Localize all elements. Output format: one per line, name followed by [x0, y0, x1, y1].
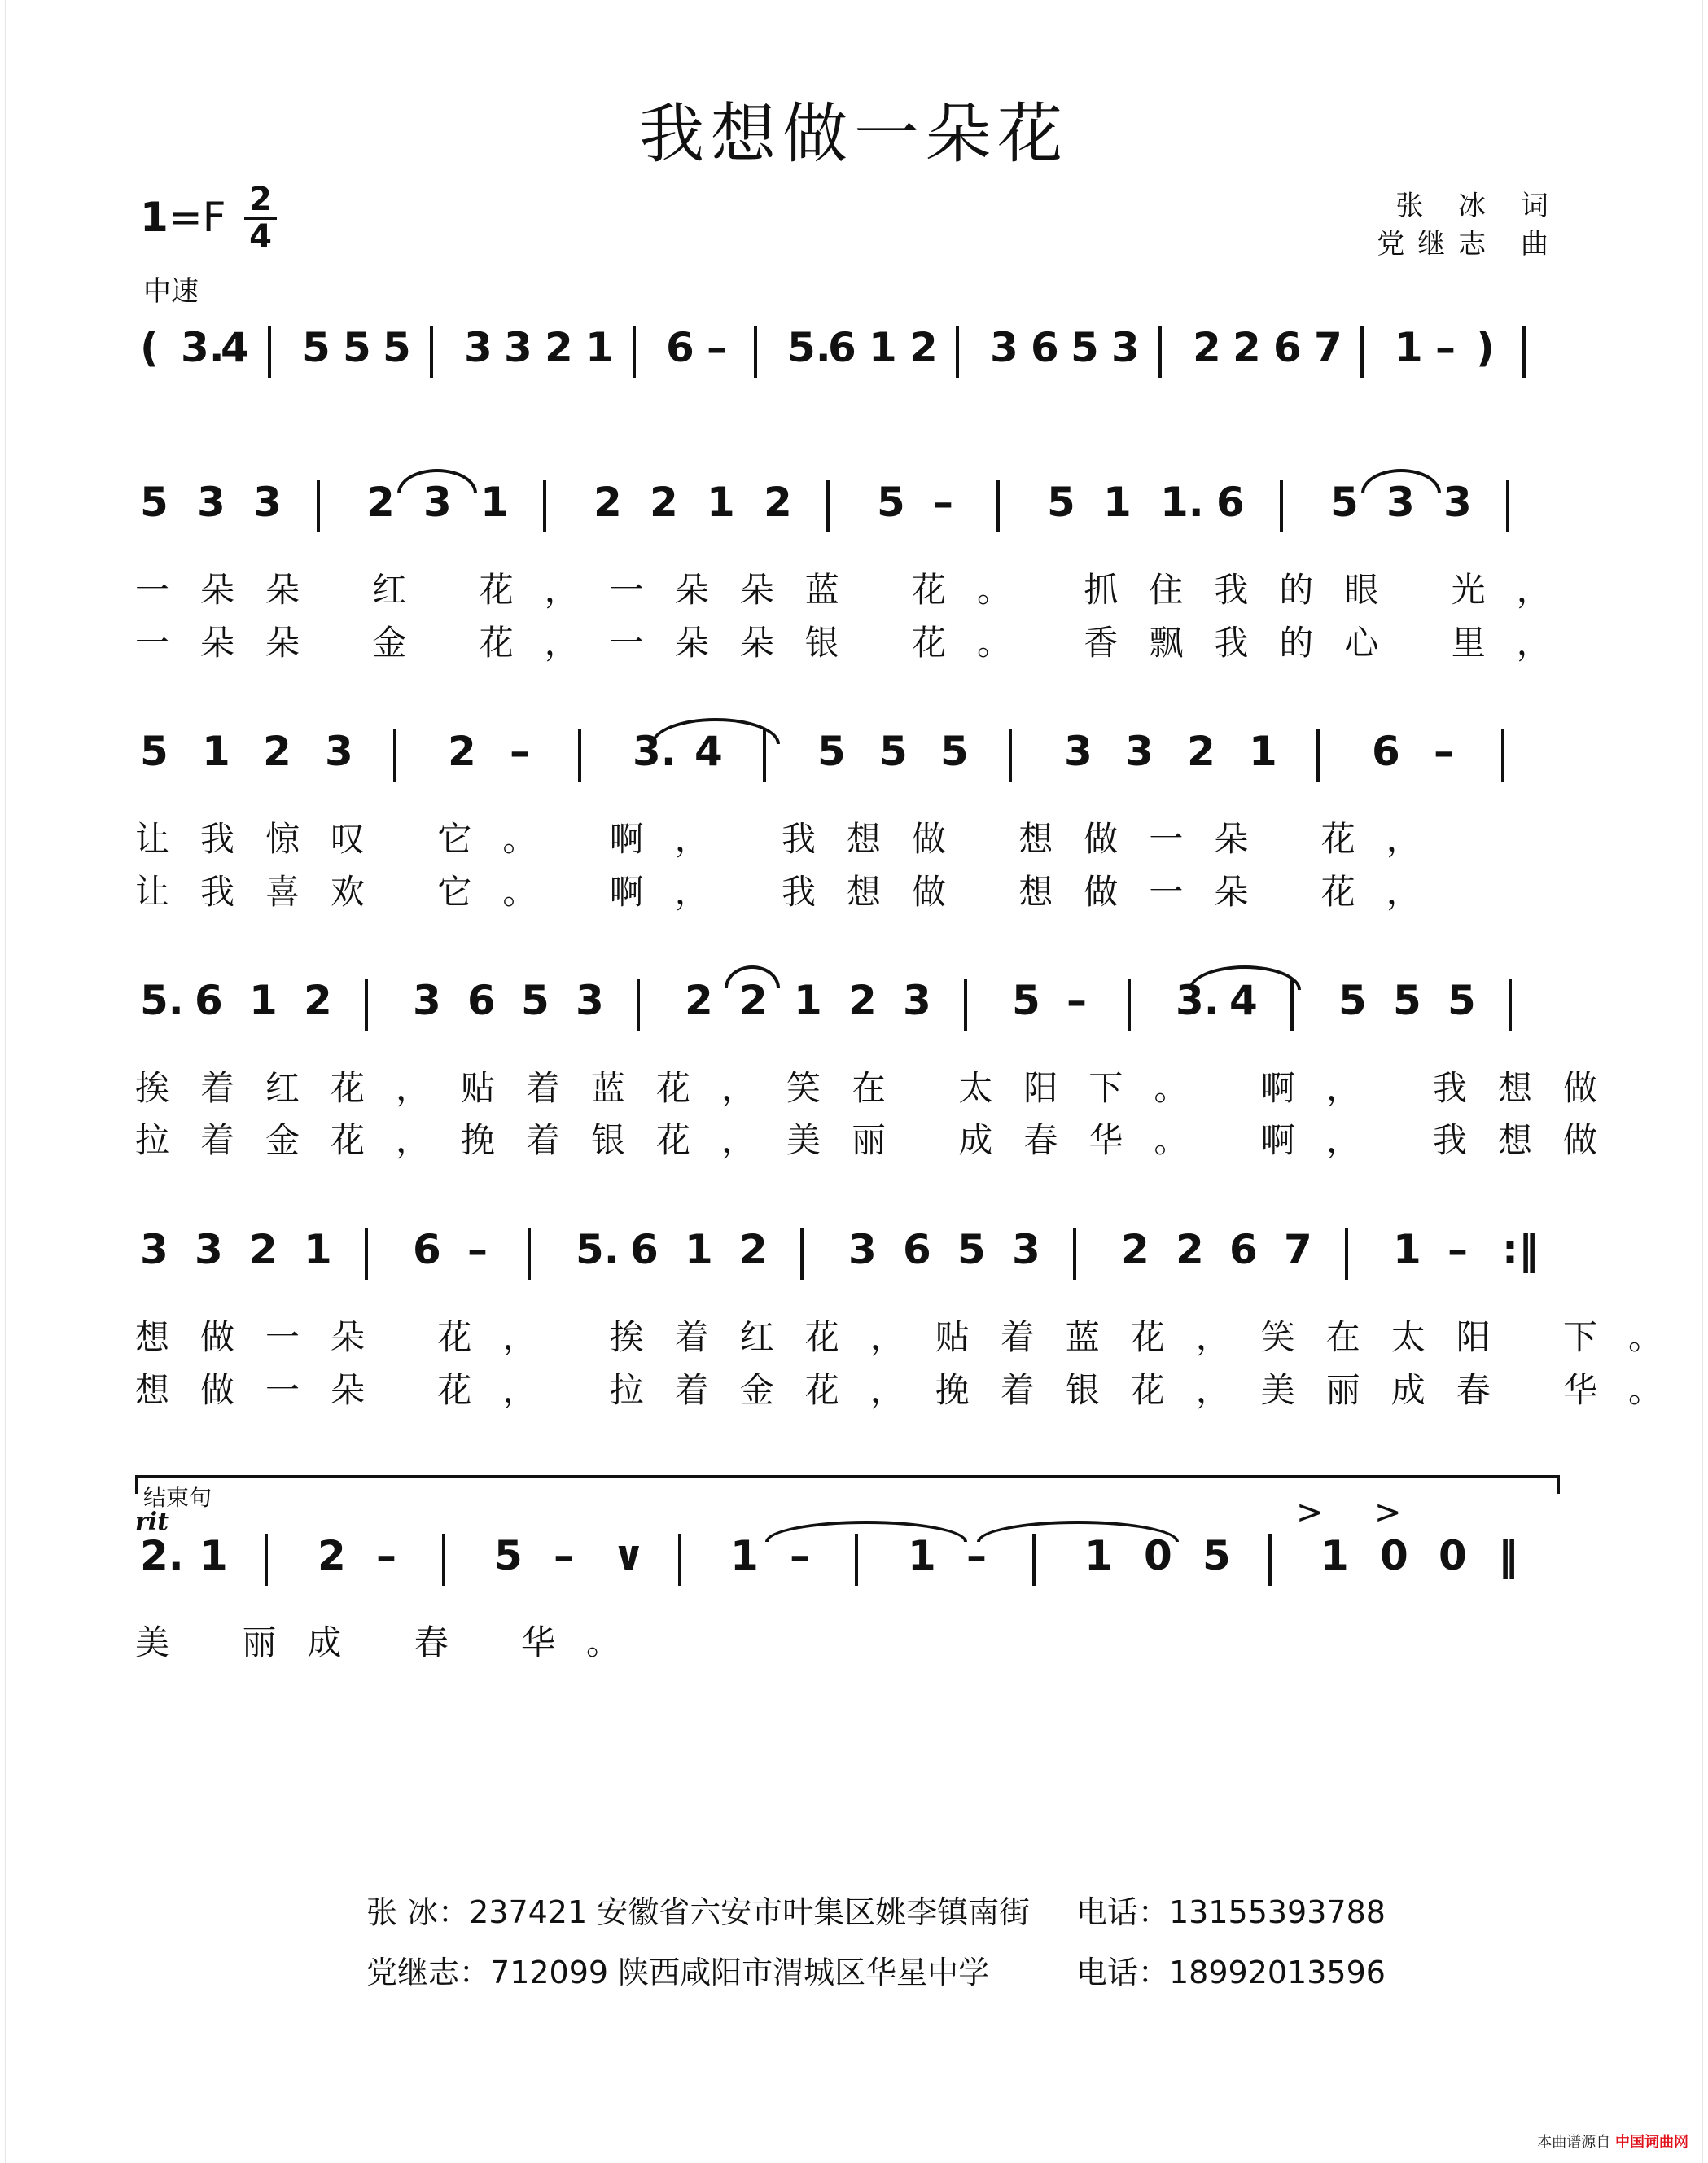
song-title: 我想做一朵花	[639, 96, 1069, 172]
time-bottom: 4	[249, 218, 272, 256]
footer-contact-1	[366, 1887, 1386, 1932]
note: 3	[253, 479, 282, 526]
note: 1	[202, 728, 230, 775]
note: 6	[1216, 479, 1245, 526]
note: 5	[817, 728, 846, 775]
note: 6	[630, 1226, 659, 1273]
note: 1	[908, 1532, 936, 1579]
note: –	[1434, 728, 1454, 775]
note: 1	[707, 479, 735, 526]
tie	[977, 1521, 1179, 1542]
note: 3	[903, 977, 931, 1024]
note: –	[707, 324, 727, 371]
note: 2	[249, 1226, 278, 1273]
notation-row	[135, 474, 1568, 547]
note: 5	[1447, 977, 1476, 1024]
watermark-prefix: 本曲谱源自	[1537, 2134, 1611, 2151]
note: –	[1447, 1226, 1468, 1273]
note: 3	[1064, 728, 1093, 775]
barline	[365, 1228, 368, 1280]
footer-address: 712099 陕西咸阳市渭城区华星中学	[490, 1955, 990, 1990]
note: 2	[739, 977, 768, 1024]
note: 5.	[576, 1226, 620, 1273]
notation-row	[135, 319, 1568, 392]
note: –	[554, 1532, 574, 1579]
barline	[800, 1228, 804, 1280]
slur	[725, 965, 780, 988]
note: 1.	[1160, 479, 1204, 526]
footer-address: 237421 安徽省六安市叶集区姚李镇南街	[469, 1894, 1031, 1930]
note: 6	[1273, 324, 1302, 371]
note: 0	[1439, 1532, 1467, 1579]
note: 5	[1071, 324, 1099, 371]
note: 3.	[181, 324, 225, 371]
note: 5.	[787, 324, 831, 371]
note: 5	[1393, 977, 1421, 1024]
notation-row	[135, 972, 1568, 1045]
note: 5	[1047, 479, 1075, 526]
note: 1	[1395, 324, 1423, 371]
note: –	[1435, 324, 1456, 371]
barline	[754, 326, 757, 378]
lyric-line: 让我惊叹 它。 啊， 我想做 想做一朵 花，	[135, 819, 1452, 859]
watermark-site: 中国词曲网	[1615, 2134, 1688, 2151]
barline	[1073, 1228, 1076, 1280]
slur	[651, 718, 780, 744]
barline	[1345, 1228, 1348, 1280]
tempo-marking: 中速	[143, 275, 199, 308]
note: (	[140, 324, 159, 371]
footer-phone: 电话：18992013596	[1076, 1955, 1386, 1990]
left-margin-strip	[5, 0, 24, 2163]
note: 5	[140, 728, 169, 775]
key-eq: =	[168, 194, 203, 241]
note: 6	[467, 977, 496, 1024]
note: 1	[1249, 728, 1277, 775]
note: 6	[1229, 1226, 1258, 1273]
note: 3	[1386, 479, 1415, 526]
note: 2	[909, 324, 938, 371]
note: 2	[318, 1532, 346, 1579]
barline	[964, 979, 967, 1031]
barline	[826, 480, 830, 532]
note: 1	[1103, 479, 1132, 526]
note: 6	[903, 1226, 931, 1273]
footer-name: 张 冰：	[366, 1894, 470, 1930]
barline	[1316, 729, 1320, 782]
key-signature	[140, 194, 226, 241]
note: 5	[1202, 1532, 1231, 1579]
barline	[265, 1534, 268, 1586]
barline	[578, 729, 581, 782]
lyric-line: 想做一朵 花， 挨着红花，贴着蓝花，笑在太阳 下。	[135, 1317, 1694, 1357]
slur	[1361, 469, 1441, 493]
barline	[1522, 326, 1526, 378]
barline	[1009, 729, 1012, 782]
note: 1	[1320, 1532, 1349, 1579]
note: 1	[685, 1226, 713, 1273]
note: 3.	[633, 728, 677, 775]
note: 2	[593, 479, 622, 526]
note: –	[510, 728, 530, 775]
note: –	[1066, 977, 1087, 1024]
ending-label: 结束句	[143, 1484, 212, 1511]
note: 6	[666, 324, 694, 371]
note: 2	[685, 977, 713, 1024]
barline	[1501, 729, 1504, 782]
note: 5.	[140, 977, 184, 1024]
barline	[543, 480, 546, 532]
note: 3	[1125, 728, 1154, 775]
barline	[430, 326, 433, 378]
note: 3	[464, 324, 493, 371]
note: 1	[199, 1532, 228, 1579]
accent-mark: >	[1296, 1494, 1324, 1531]
key-note: F	[202, 194, 226, 241]
note: 7	[1314, 324, 1342, 371]
barline	[268, 326, 271, 378]
note: 3	[1111, 324, 1140, 371]
time-signature	[244, 182, 277, 254]
note: ‖	[1498, 1532, 1518, 1579]
note: 1	[794, 977, 822, 1024]
note: 5	[1012, 977, 1040, 1024]
note: 5	[940, 728, 969, 775]
note: 5	[1338, 977, 1367, 1024]
lyric-line: 一朵朵 金 花，一朵朵银 花。 香飘我的心 里，	[135, 623, 1582, 663]
right-margin-strip	[1684, 0, 1703, 2163]
note: 2.	[140, 1532, 184, 1579]
note: –	[966, 1532, 987, 1579]
note: 2	[1121, 1226, 1150, 1273]
note: 2	[366, 479, 395, 526]
note: 0	[1144, 1532, 1172, 1579]
lyric-line: 让我喜欢 它。 啊， 我想做 想做一朵 花，	[135, 872, 1452, 912]
barline	[1506, 480, 1509, 532]
note: –	[933, 479, 953, 526]
barline	[678, 1534, 681, 1586]
note: 3	[413, 977, 441, 1024]
barline	[393, 729, 396, 782]
note: 2	[764, 479, 792, 526]
note: 5	[879, 728, 908, 775]
note: 3	[423, 479, 452, 526]
note: 2	[848, 977, 877, 1024]
lyric-line: 美 丽成 春 华。	[135, 1622, 652, 1662]
note: 3.	[1176, 977, 1220, 1024]
composer-credit: 党继志 曲	[1377, 228, 1561, 261]
lyric-line: 拉着金花，挽着银花，美丽 成春华。 啊， 我想做	[135, 1120, 1629, 1160]
note: 2	[304, 977, 332, 1024]
notation-row	[135, 1221, 1568, 1294]
note: –	[790, 1532, 810, 1579]
note: 5	[140, 479, 169, 526]
note: ∨	[612, 1532, 646, 1579]
barline	[1128, 979, 1131, 1031]
note: 4	[1229, 977, 1258, 1024]
note: –	[376, 1532, 396, 1579]
barline	[633, 326, 636, 378]
barline	[528, 1228, 531, 1280]
note: 6	[1372, 728, 1400, 775]
footer-phone: 电话：13155393788	[1076, 1894, 1386, 1930]
time-top: 2	[244, 182, 277, 220]
footer-name: 党继志：	[366, 1955, 491, 1990]
barline	[1360, 326, 1364, 378]
note: 3	[197, 479, 226, 526]
note: 2	[1233, 324, 1261, 371]
barline	[442, 1534, 445, 1586]
note: 4	[694, 728, 723, 775]
note: 2	[1187, 728, 1215, 775]
note: 2	[1193, 324, 1221, 371]
note: 2	[650, 479, 678, 526]
note: 5	[494, 1532, 523, 1579]
note: 1	[304, 1226, 332, 1273]
lyric-line: 想做一朵 花， 拉着金花，挽着银花，美丽成春 华。	[135, 1370, 1694, 1410]
barline	[637, 979, 640, 1031]
barline	[317, 480, 320, 532]
slur	[1189, 965, 1301, 990]
note: 1	[585, 324, 614, 371]
note: 3	[140, 1226, 169, 1273]
note: 1	[1084, 1532, 1113, 1579]
note: 6	[195, 977, 223, 1024]
accent-mark: >	[1374, 1494, 1402, 1531]
note: 5	[302, 324, 331, 371]
lyricist-credit: 张 冰 词	[1395, 190, 1561, 222]
note: 3	[1012, 1226, 1040, 1273]
note: –	[467, 1226, 488, 1273]
note: 3	[1443, 479, 1472, 526]
note: 1	[249, 977, 278, 1024]
note: 3	[325, 728, 353, 775]
note: 1	[1393, 1226, 1421, 1273]
footer-contact-2	[366, 1947, 1386, 1992]
note: )	[1476, 324, 1495, 371]
note: 1	[480, 479, 509, 526]
note: 3	[195, 1226, 223, 1273]
note: 2	[1176, 1226, 1204, 1273]
note: 1	[869, 324, 897, 371]
barline	[956, 326, 959, 378]
barline	[1268, 1534, 1272, 1586]
note: 6	[828, 324, 856, 371]
note: 2	[448, 728, 476, 775]
note: 5	[877, 479, 905, 526]
source-watermark	[1537, 2130, 1688, 2152]
note: 4	[221, 324, 249, 371]
note: 6	[1031, 324, 1059, 371]
note: 7	[1284, 1226, 1312, 1273]
note: 5	[521, 977, 550, 1024]
note: 3	[576, 977, 604, 1024]
barline	[1280, 480, 1283, 532]
note: 5	[343, 324, 371, 371]
barline	[365, 979, 368, 1031]
note: 2	[739, 1226, 768, 1273]
notation-row	[135, 723, 1568, 796]
barline	[996, 480, 1000, 532]
note: 5	[957, 1226, 986, 1273]
note: 2	[263, 728, 291, 775]
note: :‖	[1502, 1226, 1539, 1273]
lyric-line: 一朵朵 红 花，一朵朵蓝 花。 抓住我的眼 光，	[135, 570, 1582, 610]
tie	[765, 1521, 967, 1542]
ending-bracket	[135, 1475, 1560, 1494]
rit-marking: rit	[135, 1508, 169, 1536]
note: 0	[1380, 1532, 1408, 1579]
lyric-line: 挨着红花，贴着蓝花，笑在 太阳下。 啊， 我想做	[135, 1068, 1629, 1108]
note: 2	[545, 324, 573, 371]
barline	[1158, 326, 1162, 378]
barline	[1509, 979, 1512, 1031]
note: 3	[848, 1226, 877, 1273]
note: 6	[413, 1226, 441, 1273]
slur	[397, 469, 477, 493]
note: 5	[383, 324, 411, 371]
note: 1	[730, 1532, 759, 1579]
note: 5	[1330, 479, 1359, 526]
key-one: 1	[140, 194, 169, 241]
note: 3	[504, 324, 532, 371]
note: 3	[990, 324, 1018, 371]
